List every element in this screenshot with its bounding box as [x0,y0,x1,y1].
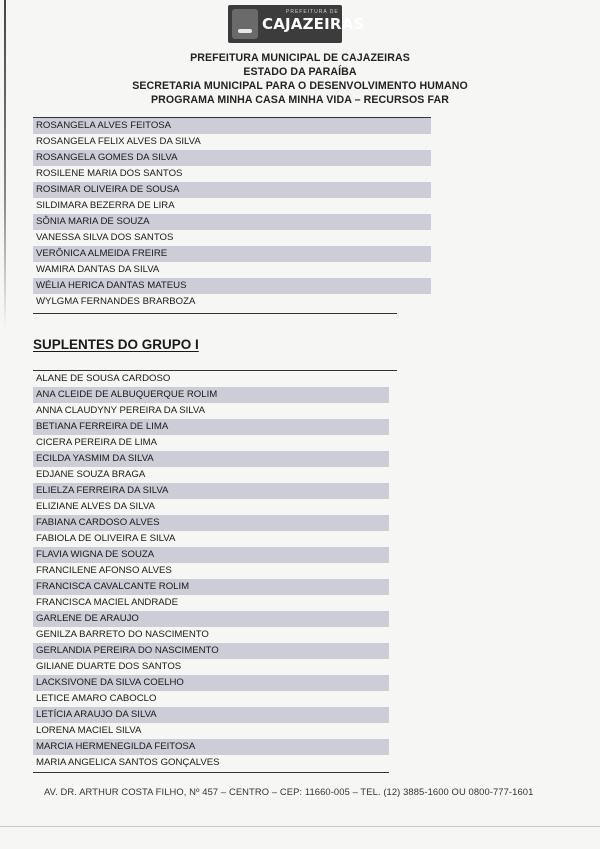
list-item: SILDIMARA BEZERRA DE LIRA [36,200,175,211]
logo-text: CAJAZEIRAS [262,15,365,33]
list-item: WÉLIA HERICA DANTAS MATEUS [33,278,431,294]
list-item: LORENA MACIEL SILVA [36,725,142,736]
list-item: MARCIA HERMENEGILDA FEITOSA [33,739,389,755]
list-item: ANA CLEIDE DE ALBUQUERQUE ROLIM [33,387,389,403]
list-item: WYLGMA FERNANDES BRARBOZA [36,296,196,307]
list-item: ROSANGELA FELIX ALVES DA SILVA [36,136,201,147]
list-item: ELIZIANE ALVES DA SILVA [36,501,155,512]
header-line-4: PROGRAMA MINHA CASA MINHA VIDA – RECURSOS FAR [151,94,449,106]
header-line-2: ESTADO DA PARAÍBA [243,66,357,78]
scan-edge-shadow [4,0,6,330]
list-item: SÔNIA MARIA DE SOUZA [33,214,431,230]
list-item: GERLANDIA PEREIRA DO NASCIMENTO [33,643,389,659]
list-item: FABIANA CARDOSO ALVES [33,515,389,531]
list-item: EDJANE SOUZA BRAGA [36,469,146,480]
document-header [0,51,600,107]
list1-bottom-rule [33,313,397,314]
page-bottom-edge [0,826,600,827]
list-item: CICERA PEREIRA DE LIMA [36,437,158,448]
list-item: FRANCISCA CAVALCANTE ROLIM [33,579,389,595]
list-item: FRANCISCA MACIEL ANDRADE [36,597,178,608]
list-item: GENILZA BARRETO DO NASCIMENTO [36,629,209,640]
city-emblem-icon [232,9,258,39]
substitutes-list [33,371,389,771]
footer-address: AV. DR. ARTHUR COSTA FILHO, Nº 457 – CENTRO – CEP: 11660-005 – TEL. (12) 3885-1600 OU 0800-777-1601 [44,786,534,797]
list-item: ROSIMAR OLIVEIRA DE SOUSA [33,182,431,198]
section-title: SUPLENTES DO GRUPO I [33,337,199,352]
city-logo [228,5,365,43]
beneficiary-list [33,118,431,310]
list-item: ELIELZA FERREIRA DA SILVA [33,483,389,499]
list-item: ALANE DE SOUSA CARDOSO [36,373,171,384]
list-item: ANNA CLAUDYNY PEREIRA DA SILVA [36,405,206,416]
list-item: LETÍCIA ARAUJO DA SILVA [33,707,389,723]
list-item: VANESSA SILVA DOS SANTOS [36,232,174,243]
list-item: GILIANE DUARTE DOS SANTOS [36,661,182,672]
list-item: BETIANA FERREIRA DE LIMA [33,419,389,435]
list-item: FLAVIA WIGNA DE SOUZA [33,547,389,563]
list-item: LACKSIVONE DA SILVA COELHO [33,675,389,691]
list2-bottom-rule [33,772,389,773]
list-item: MARIA ANGELICA SANTOS GONÇALVES [36,757,220,768]
list-item: ECILDA YASMIM DA SILVA [33,451,389,467]
list-item: ROSILENE MARIA DOS SANTOS [36,168,183,179]
list-item: VERÔNICA ALMEIDA FREIRE [33,246,431,262]
list-item: FABIOLA DE OLIVEIRA E SILVA [36,533,176,544]
list-item: GARLENE DE ARAUJO [33,611,389,627]
header-line-3: SECRETARIA MUNICIPAL PARA O DESENVOLVIMENTO HUMANO [132,80,468,92]
list-item: LETICE AMARO CABOCLO [36,693,157,704]
header-line-1: PREFEITURA MUNICIPAL DE CAJAZEIRAS [190,52,410,64]
list-item: ROSANGELA ALVES FEITOSA [33,118,431,134]
list-item: FRANCILENE AFONSO ALVES [36,565,172,576]
list-item: ROSANGELA GOMES DA SILVA [33,150,431,166]
list-item: WAMIRA DANTAS DA SILVA [36,264,160,275]
logo-small-text: PREFEITURA DE [286,9,339,15]
